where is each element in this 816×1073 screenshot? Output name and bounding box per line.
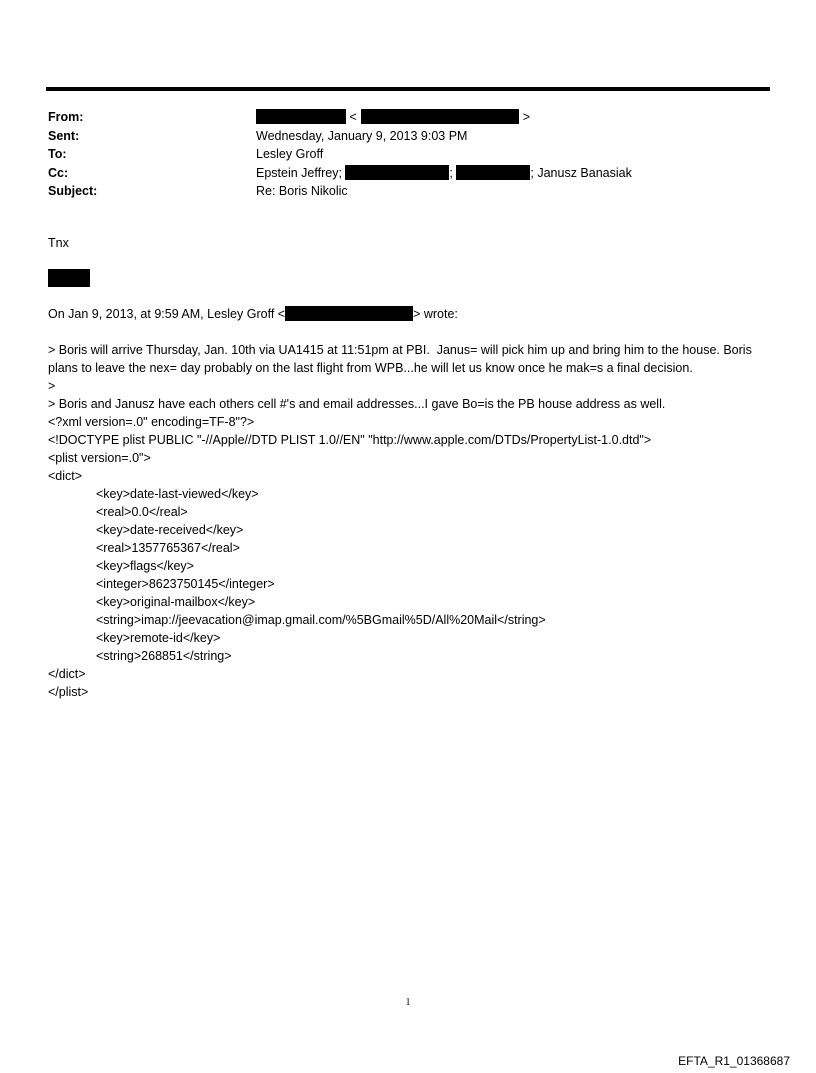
subject-label: Subject:	[48, 184, 98, 198]
redaction-box	[48, 269, 90, 287]
document-id: EFTA_R1_01368687	[678, 1054, 790, 1068]
plist-line: <key>date-last-viewed</key>	[96, 487, 259, 501]
redaction-box	[345, 165, 449, 180]
from-gt: >	[522, 110, 531, 124]
cc-row	[48, 164, 632, 183]
reply-text	[48, 234, 773, 252]
sent-label: Sent:	[48, 128, 80, 143]
to-row	[48, 145, 632, 164]
from-row	[48, 108, 632, 127]
plist-line: </plist>	[48, 685, 89, 699]
header-rule	[46, 87, 770, 91]
reply-line: Tnx	[48, 236, 69, 250]
from-lt: <	[349, 110, 357, 124]
quoted-line: > Boris will arrive Thursday, Jan. 10th via UA1415 at 11:51pm at PBI. Janus= will pick him up and bring him to the house. Boris plans to leave the nex= day probably on the last flight from WPB...he will let us know once he mak=s a final decision.	[48, 343, 756, 375]
cc-last: ; Janusz Banasiak	[530, 165, 632, 180]
redaction-box	[256, 109, 346, 124]
to-label: To:	[48, 147, 67, 161]
subject-value: Re: Boris Nikolic	[256, 184, 348, 198]
plist-line: <!DOCTYPE plist PUBLIC "-//Apple//DTD PLIST 1.0//EN" "http://www.apple.com/DTDs/PropertyList-1.0.dtd">	[48, 433, 652, 447]
plist-line: </dict>	[48, 667, 86, 681]
plist-line: <real>0.0</real>	[96, 505, 188, 519]
plist-line: <key>date-received</key>	[96, 523, 244, 537]
quoted-message	[48, 341, 773, 701]
cc-sep: ;	[449, 165, 453, 180]
plist-line: <key>original-mailbox</key>	[96, 595, 256, 609]
redaction-box	[285, 306, 413, 321]
sent-value: Wednesday, January 9, 2013 9:03 PM	[256, 128, 468, 143]
plist-line: <plist version=.0">	[48, 451, 151, 465]
sent-row	[48, 127, 632, 146]
to-value: Lesley Groff	[256, 147, 324, 161]
quoted-line: >	[48, 379, 56, 393]
from-value	[256, 108, 530, 127]
quote-intro-after: > wrote:	[413, 307, 458, 321]
redaction-box	[456, 165, 530, 180]
cc-first: Epstein Jeffrey;	[256, 165, 342, 180]
email-header	[48, 108, 632, 201]
plist-line: <string>imap://jeevacation@imap.gmail.com/%5BGmail%5D/All%20Mail</string>	[96, 613, 546, 627]
cc-value	[256, 164, 632, 183]
from-label: From:	[48, 110, 84, 124]
quoted-line: > Boris and Janusz have each others cell #'s and email addresses...I gave Bo=is the PB house address as well.	[48, 397, 666, 411]
plist-line: <key>remote-id</key>	[96, 631, 221, 645]
cc-label: Cc:	[48, 165, 69, 180]
plist-line: <dict>	[48, 469, 83, 483]
plist-line: <key>flags</key>	[96, 559, 194, 573]
subject-row	[48, 182, 632, 201]
page-number: 1	[405, 997, 411, 1008]
plist-line: <string>268851</string>	[96, 649, 232, 663]
quote-intro	[48, 305, 773, 323]
redaction-box	[361, 109, 519, 124]
plist-line: <?xml version=.0" encoding=TF-8"?>	[48, 415, 255, 429]
plist-line: <real>1357765367</real>	[96, 541, 240, 555]
quote-intro-before: On Jan 9, 2013, at 9:59 AM, Lesley Groff <	[48, 307, 286, 321]
plist-line: <integer>8623750145</integer>	[96, 577, 275, 591]
